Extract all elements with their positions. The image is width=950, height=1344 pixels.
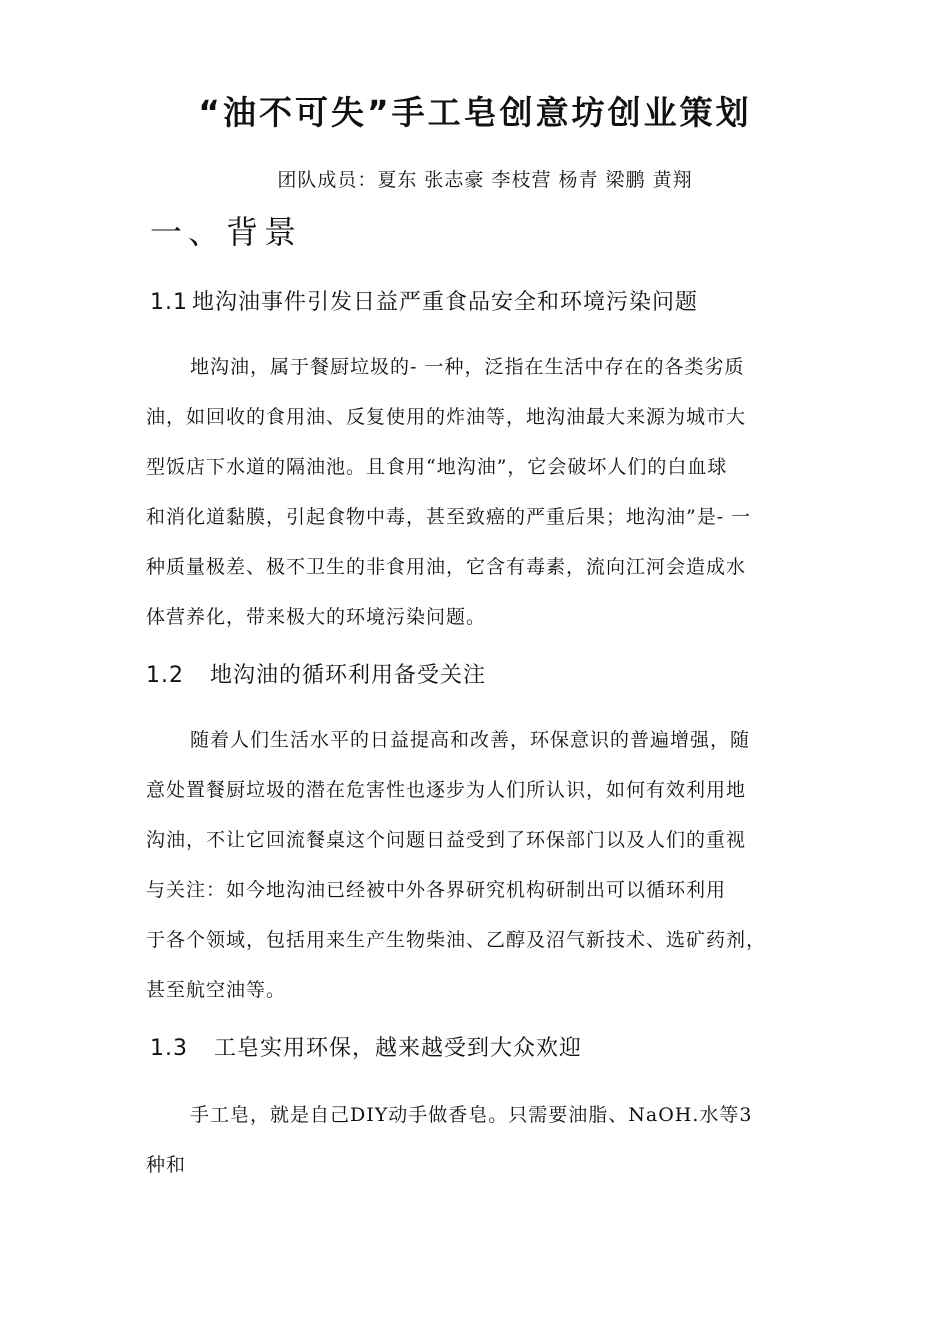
document-title: “油不可失”手工皂创意坊创业策划 (198, 93, 752, 132)
subsection-number: 1.3 (150, 1036, 188, 1061)
paragraph-line: 沟油，不让它回流餐桌这个问题日益受到了环保部门以及人们的重视 (146, 829, 747, 851)
paragraph-line: 随着人们生活水平的日益提高和改善，环保意识的普遍增强，随 (190, 729, 751, 751)
paragraph-line: 油，如回收的食用油、反复使用的炸油等，地沟油最大来源为城市大 (146, 406, 747, 428)
paragraph-line: 手工皂，就是自己DIY动手做香皂。只需要油脂、NaOH.水等3 (190, 1104, 753, 1126)
section-heading-background: 一、背景 (150, 213, 303, 251)
subsection-heading-1-2 (146, 659, 486, 693)
team-members-line: 团队成员：夏东 张志豪 李枝营 杨青 梁鹏 黄翔 (277, 169, 693, 191)
paragraph-line: 地沟油，属于餐厨垃圾的- 一种，泛指在生活中存在的各类劣质 (190, 356, 745, 378)
subsection-title: 地沟油事件引发日益严重食品安全和环境污染问题 (192, 290, 699, 315)
subsection-heading-1-3 (150, 1032, 582, 1066)
paragraph-line: 与关注：如今地沟油已经被中外各界研究机构研制出可以循环利用 (146, 879, 727, 901)
subsection-number: 1.1 (150, 290, 188, 315)
paragraph-line: 型饭店下水道的隔油池。且食用“地沟油”，它会破坏人们的白血球 (146, 456, 728, 478)
paragraph-line: 种和 (146, 1154, 187, 1176)
paragraph-1-3 (146, 1090, 816, 1190)
paragraph-line: 甚至航空油等。 (146, 979, 287, 1001)
subsection-number: 1.2 (146, 663, 184, 688)
paragraph-line: 于各个领域，包括用来生产生物柴油、乙醇及沼气新技术、选矿药剂， (146, 929, 767, 951)
subsection-title: 工皂实用环保，越来越受到大众欢迎 (214, 1036, 583, 1061)
subsection-title: 地沟油的循环利用备受关注 (210, 663, 487, 688)
paragraph-1-2 (146, 715, 816, 1015)
paragraph-1-1 (146, 342, 816, 642)
paragraph-line: 意处置餐厨垃圾的潜在危害性也逐步为人们所认识，如何有效利用地 (146, 779, 747, 801)
subsection-heading-1-1 (150, 286, 698, 320)
paragraph-line: 体营养化，带来极大的环境污染问题。 (146, 606, 487, 628)
paragraph-line: 种质量极差、极不卫生的非食用油，它含有毒素，流向江河会造成水 (146, 556, 747, 578)
paragraph-line: 和消化道黏膜，引起食物中毒，甚至致癌的严重后果；地沟油”是- 一 (146, 506, 752, 528)
